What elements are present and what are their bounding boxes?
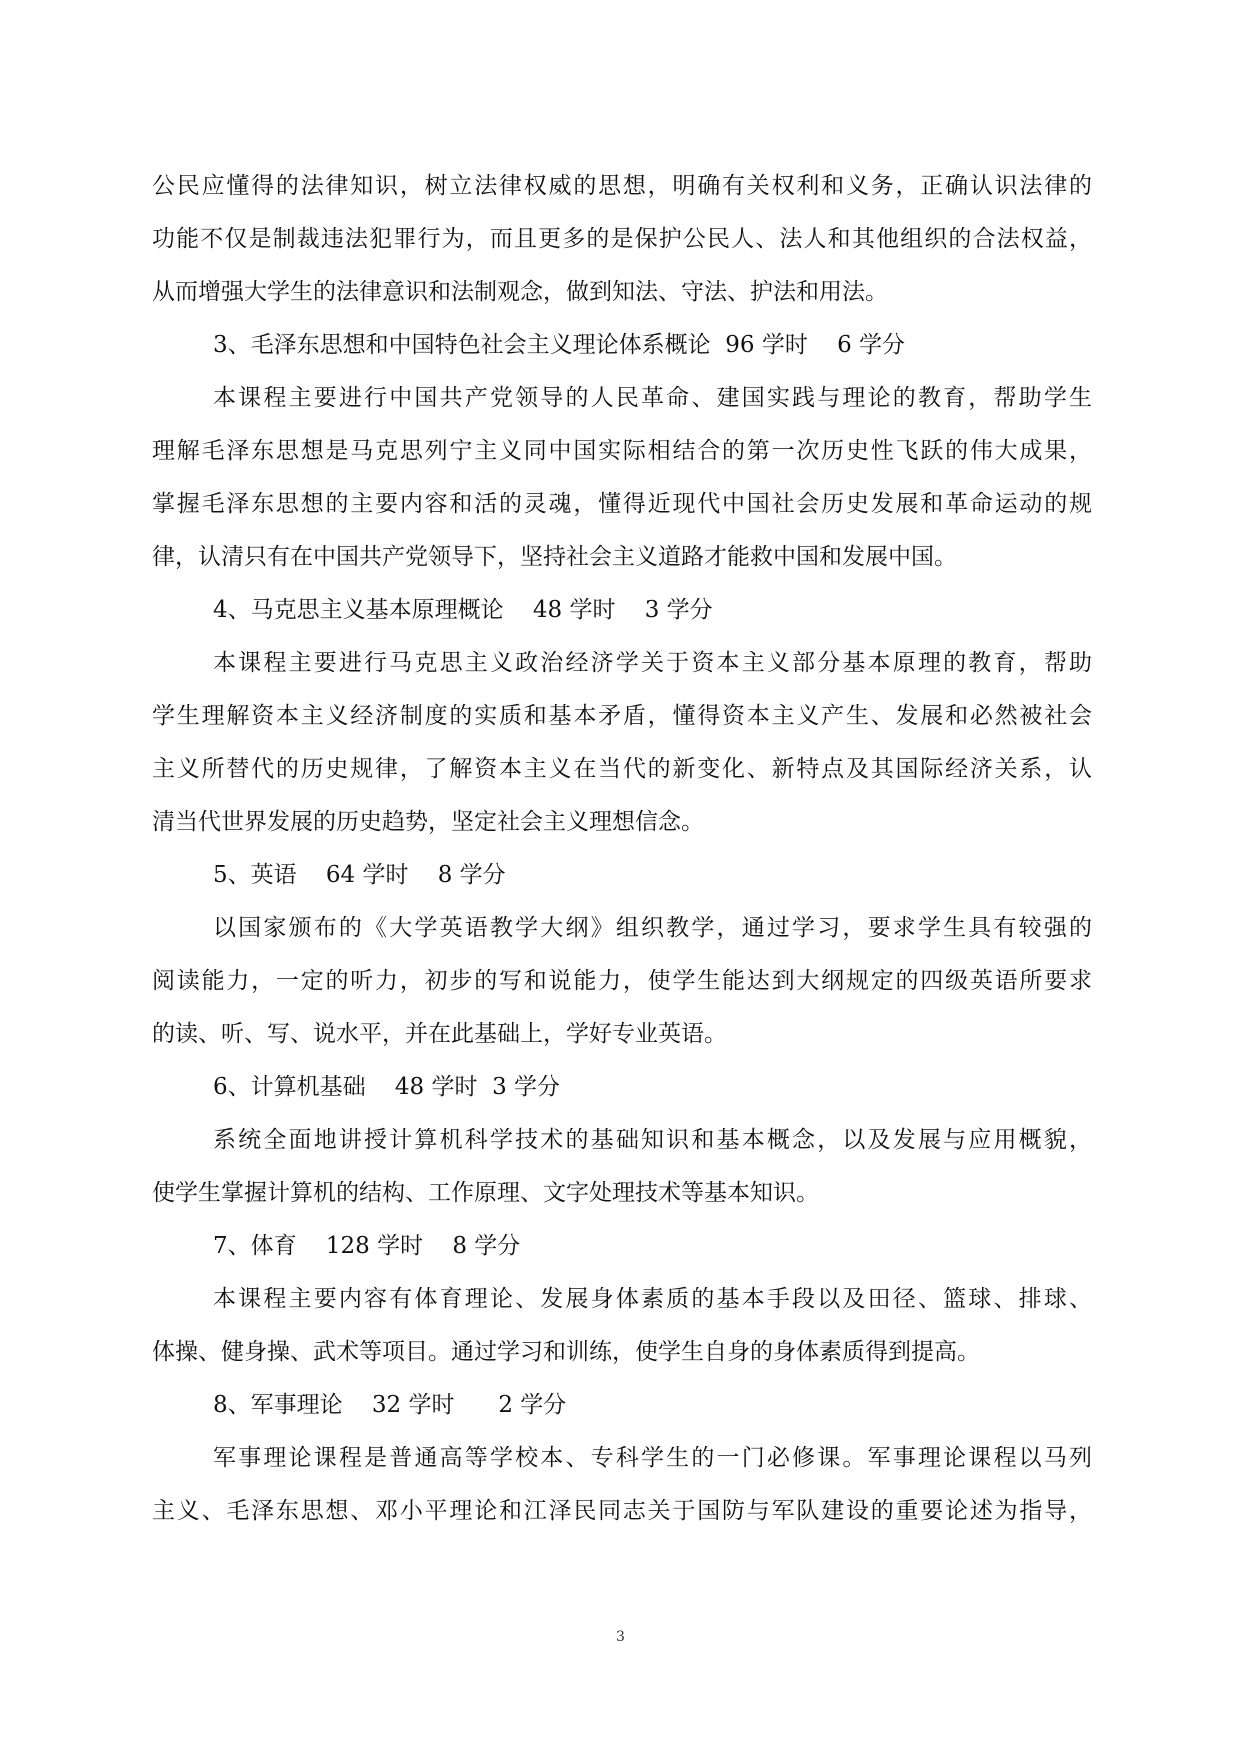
body-text-line: 军事理论课程是普通高等学校本、专科学生的一门必修课。军事理论课程以马列 [213, 1445, 1092, 1471]
body-text-line: 主义所替代的历史规律，了解资本主义在当代的新变化、新特点及其国际经济关系，认 [152, 756, 1092, 782]
body-text-line: 理解毛泽东思想是马克思列宁主义同中国实际相结合的第一次历史性飞跃的伟大成果， [152, 438, 1092, 464]
body-text-line: 的读、听、写、说水平，并在此基础上，学好专业英语。 [152, 1021, 727, 1047]
body-text-line: 清当代世界发展的历史趋势，坚定社会主义理想信念。 [152, 809, 704, 835]
body-text-line: 主义、毛泽东思想、邓小平理论和江泽民同志关于国防与军队建设的重要论述为指导， [152, 1498, 1092, 1524]
body-text-line: 系统全面地讲授计算机科学技术的基础知识和基本概念，以及发展与应用概貌， [213, 1127, 1092, 1153]
course-heading: 6、计算机基础 48 学时 3 学分 [213, 1074, 561, 1100]
body-text-line: 以国家颁布的《大学英语教学大纲》组织教学，通过学习，要求学生具有较强的 [213, 915, 1092, 941]
body-text-line: 本课程主要内容有体育理论、发展身体素质的基本手段以及田径、篮球、排球、 [213, 1286, 1092, 1312]
course-heading: 4、马克思主义基本原理概论 48 学时 3 学分 [213, 597, 713, 623]
body-text-line: 体操、健身操、武术等项目。通过学习和训练，使学生自身的身体素质得到提高。 [152, 1339, 980, 1365]
document-body [152, 160, 1092, 1538]
body-text-line: 本课程主要进行马克思主义政治经济学关于资本主义部分基本原理的教育，帮助 [213, 650, 1092, 676]
body-text-line: 使学生掌握计算机的结构、工作原理、文字处理技术等基本知识。 [152, 1180, 819, 1206]
body-text-line: 公民应懂得的法律知识，树立法律权威的思想，明确有关权利和义务，正确认识法律的 [152, 173, 1092, 199]
body-text-line: 掌握毛泽东思想的主要内容和活的灵魂，懂得近现代中国社会历史发展和革命运动的规 [152, 491, 1092, 517]
body-text-line: 学生理解资本主义经济制度的实质和基本矛盾，懂得资本主义产生、发展和必然被社会 [152, 703, 1092, 729]
body-text-line: 从而增强大学生的法律意识和法制观念，做到知法、守法、护法和用法。 [152, 279, 888, 305]
course-heading: 5、英语 64 学时 8 学分 [213, 862, 506, 888]
page-number: 3 [616, 1629, 625, 1645]
course-heading: 7、体育 128 学时 8 学分 [213, 1233, 521, 1259]
course-heading: 3、毛泽东思想和中国特色社会主义理论体系概论 96 学时 6 学分 [213, 332, 906, 358]
body-text-line: 律，认清只有在中国共产党领导下，坚持社会主义道路才能救中国和发展中国。 [152, 544, 957, 570]
body-text-line: 阅读能力，一定的听力，初步的写和说能力，使学生能达到大纲规定的四级英语所要求 [152, 968, 1092, 994]
course-heading: 8、军事理论 32 学时 2 学分 [213, 1392, 567, 1418]
body-text-line: 本课程主要进行中国共产党领导的人民革命、建国实践与理论的教育，帮助学生 [213, 385, 1092, 411]
body-text-line: 功能不仅是制裁违法犯罪行为，而且更多的是保护公民人、法人和其他组织的合法权益， [152, 226, 1092, 252]
